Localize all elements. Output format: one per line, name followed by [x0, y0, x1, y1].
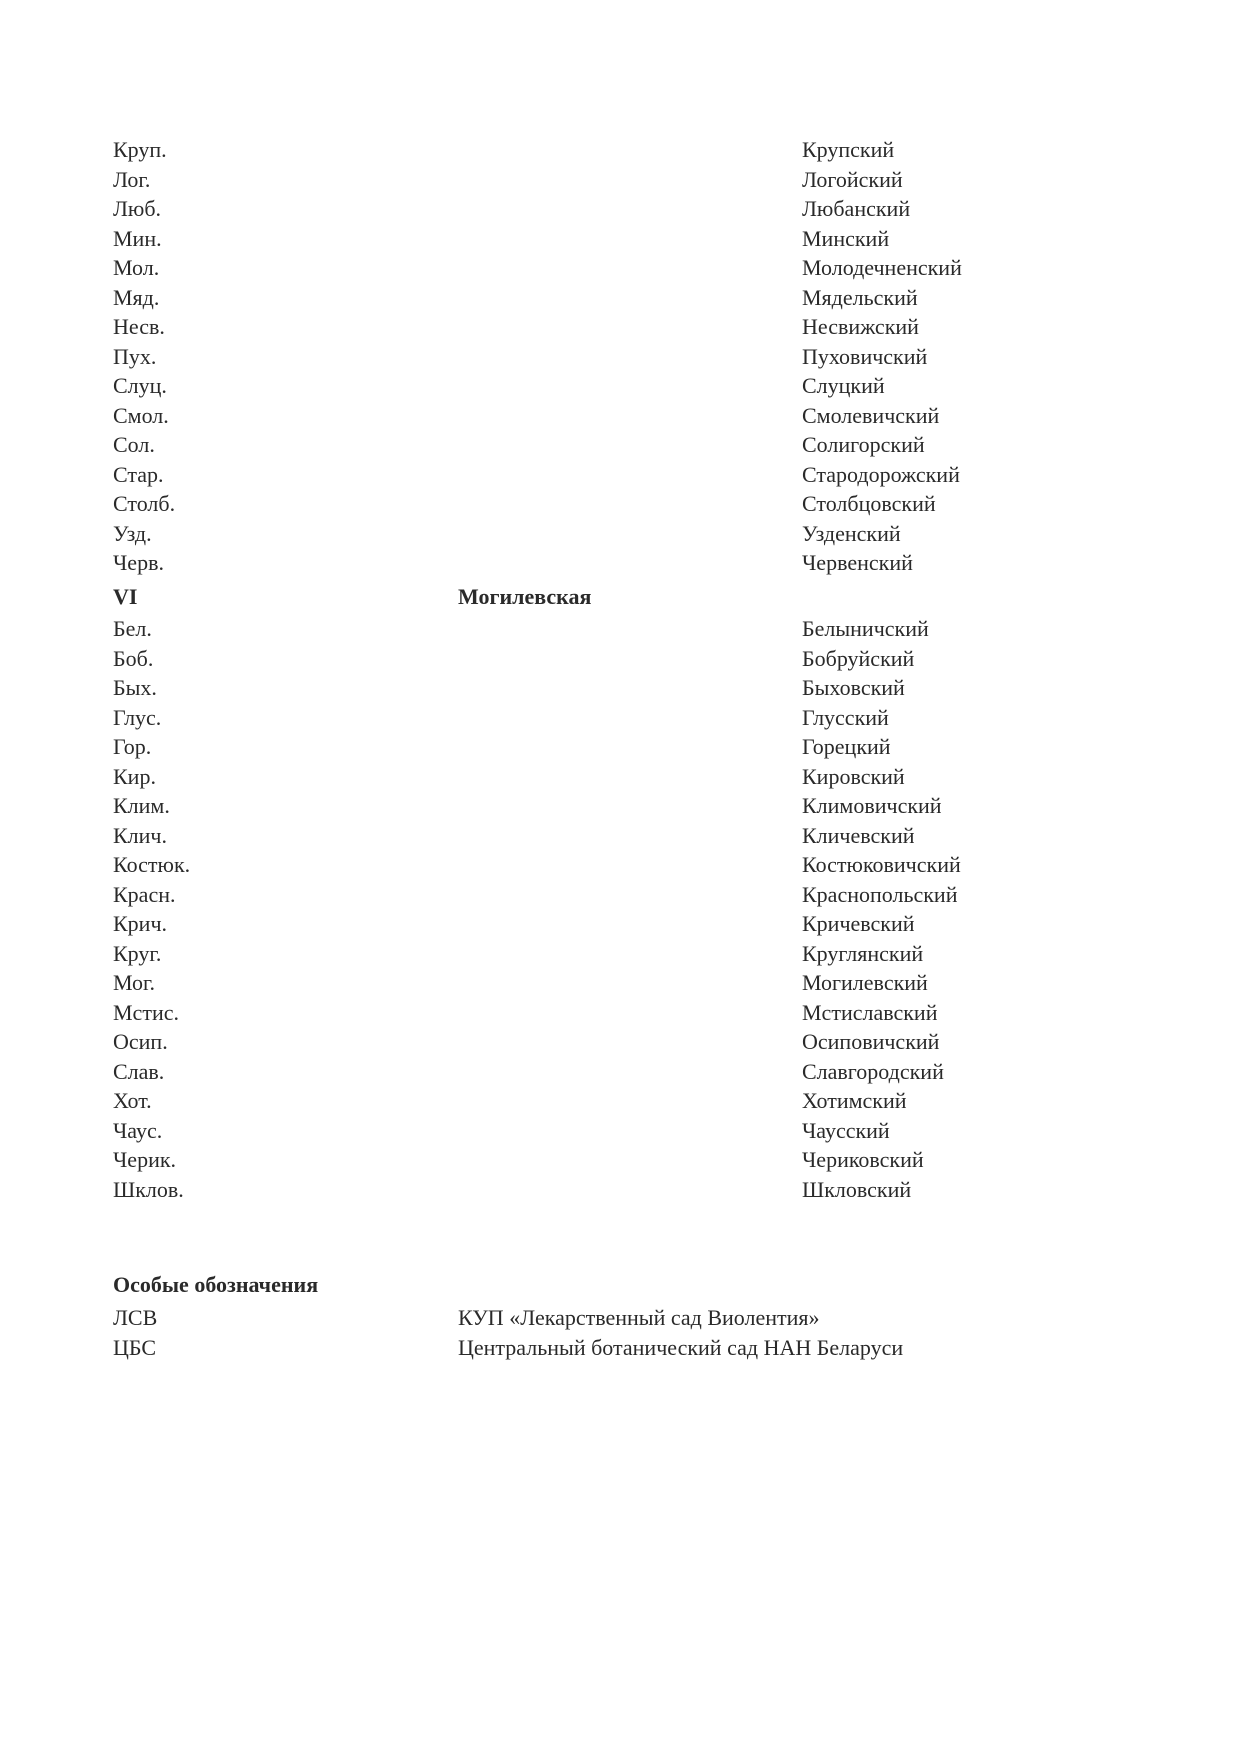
district-full-name: Несвижский — [802, 314, 919, 339]
district-full-name: Любанский — [802, 196, 911, 221]
district-row — [0, 312, 1252, 342]
district-row — [0, 1027, 1252, 1057]
district-abbr: Клич. — [113, 822, 167, 848]
special-row — [0, 1333, 1252, 1363]
district-full-name: Логойский — [802, 166, 903, 192]
district-row — [0, 519, 1252, 549]
district-abbr: Слав. — [113, 1058, 165, 1084]
district-abbr: Клим. — [113, 793, 170, 818]
district-abbr: Несв. — [113, 314, 165, 339]
district-abbr: Черик. — [113, 1147, 177, 1172]
district-row — [0, 430, 1252, 460]
district-row — [0, 1116, 1252, 1146]
district-abbr: Гор. — [113, 734, 152, 759]
special-full-name: Центральный ботанический сад НАН Беларуси — [458, 1334, 904, 1360]
district-full-name: Горецкий — [802, 734, 891, 759]
district-abbr: Круг. — [113, 940, 162, 966]
region-number: VI — [113, 584, 138, 609]
district-abbr: Люб. — [113, 196, 162, 221]
district-row — [0, 821, 1252, 851]
district-full-name: Краснопольский — [802, 881, 958, 907]
district-full-name: Смолевичский — [802, 402, 940, 428]
special-designations-title: Особые обозначения — [113, 1272, 319, 1297]
special-full-name: КУП «Лекарственный сад Виолентия» — [458, 1305, 820, 1330]
district-row — [0, 194, 1252, 224]
district-full-name: Стародорожский — [802, 461, 960, 487]
district-row — [0, 1145, 1252, 1175]
district-row — [0, 1175, 1252, 1205]
district-abbr: Мог. — [113, 970, 156, 995]
district-full-name: Чаусский — [802, 1117, 890, 1143]
district-row — [0, 371, 1252, 401]
district-full-name: Быховский — [802, 675, 905, 700]
district-abbr: Мол. — [113, 255, 160, 280]
district-abbr: Крич. — [113, 911, 168, 936]
district-abbr: Боб. — [113, 645, 154, 671]
district-abbr: Бел. — [113, 616, 152, 641]
district-row — [0, 253, 1252, 283]
district-abbr: Круп. — [113, 137, 167, 162]
special-designations-heading — [0, 1270, 1252, 1300]
district-full-name: Столбцовский — [802, 491, 936, 516]
district-abbr: Сол. — [113, 432, 155, 457]
district-row — [0, 165, 1252, 195]
district-abbr: Мстис. — [113, 999, 179, 1025]
district-full-name: Белыничский — [802, 616, 929, 641]
district-abbr: Столб. — [113, 491, 176, 516]
district-full-name: Шкловский — [802, 1176, 912, 1202]
district-full-name: Кричевский — [802, 911, 915, 936]
district-abbr: Чаус. — [113, 1117, 163, 1143]
district-row — [0, 342, 1252, 372]
district-row — [0, 283, 1252, 313]
district-row — [0, 135, 1252, 165]
district-full-name: Мядельский — [802, 284, 918, 310]
district-abbr: Костюк. — [113, 852, 191, 877]
district-abbr: Хот. — [113, 1088, 152, 1113]
region-name: Могилевская — [458, 584, 592, 609]
district-row — [0, 703, 1252, 733]
district-abbr: Лог. — [113, 166, 151, 192]
district-full-name: Пуховичский — [802, 343, 928, 369]
district-row — [0, 460, 1252, 490]
district-row — [0, 489, 1252, 519]
district-full-name: Слуцкий — [802, 373, 885, 398]
district-row — [0, 998, 1252, 1028]
region-section-heading — [0, 582, 1252, 612]
district-full-name: Славгородский — [802, 1058, 944, 1084]
district-abbr: Шклов. — [113, 1176, 184, 1202]
district-full-name: Чериковский — [802, 1147, 924, 1172]
district-row — [0, 968, 1252, 998]
district-full-name: Мстиславский — [802, 999, 938, 1025]
district-full-name: Костюковичский — [802, 852, 961, 877]
district-full-name: Крупский — [802, 137, 895, 162]
district-abbr: Кир. — [113, 763, 156, 789]
district-abbr: Мяд. — [113, 284, 160, 310]
district-full-name: Бобруйский — [802, 645, 915, 671]
district-full-name: Узденский — [802, 520, 901, 546]
district-row — [0, 614, 1252, 644]
district-row — [0, 880, 1252, 910]
district-full-name: Солигорский — [802, 432, 925, 457]
district-abbr: Глус. — [113, 704, 162, 730]
district-full-name: Круглянский — [802, 940, 924, 966]
district-full-name: Кличевский — [802, 822, 915, 848]
district-full-name: Молодечненский — [802, 255, 962, 280]
district-abbr: Мин. — [113, 225, 162, 251]
special-abbr: ЦБС — [113, 1334, 157, 1360]
district-row — [0, 762, 1252, 792]
district-row — [0, 850, 1252, 880]
special-row — [0, 1303, 1252, 1333]
district-row — [0, 401, 1252, 431]
district-row — [0, 1057, 1252, 1087]
district-row — [0, 224, 1252, 254]
district-abbr: Красн. — [113, 881, 176, 907]
district-row — [0, 939, 1252, 969]
district-abbr: Черв. — [113, 550, 164, 575]
district-abbr: Смол. — [113, 402, 169, 428]
district-full-name: Минский — [802, 225, 890, 251]
district-abbr: Узд. — [113, 520, 152, 546]
district-row — [0, 1086, 1252, 1116]
district-abbr: Осип. — [113, 1029, 168, 1054]
district-full-name: Червенский — [802, 550, 913, 575]
district-row — [0, 673, 1252, 703]
district-abbr: Пух. — [113, 343, 157, 369]
district-full-name: Кировский — [802, 763, 905, 789]
district-abbr: Быx. — [113, 675, 157, 700]
district-row — [0, 548, 1252, 578]
district-row — [0, 909, 1252, 939]
district-abbr: Слуц. — [113, 373, 167, 398]
district-full-name: Осиповичский — [802, 1029, 940, 1054]
district-row — [0, 732, 1252, 762]
district-full-name: Хотимский — [802, 1088, 907, 1113]
district-row — [0, 644, 1252, 674]
district-row — [0, 791, 1252, 821]
district-full-name: Климовичский — [802, 793, 942, 818]
district-full-name: Глусский — [802, 704, 889, 730]
special-abbr: ЛСВ — [113, 1305, 158, 1330]
district-abbr: Стар. — [113, 461, 164, 487]
district-full-name: Могилевский — [802, 970, 928, 995]
